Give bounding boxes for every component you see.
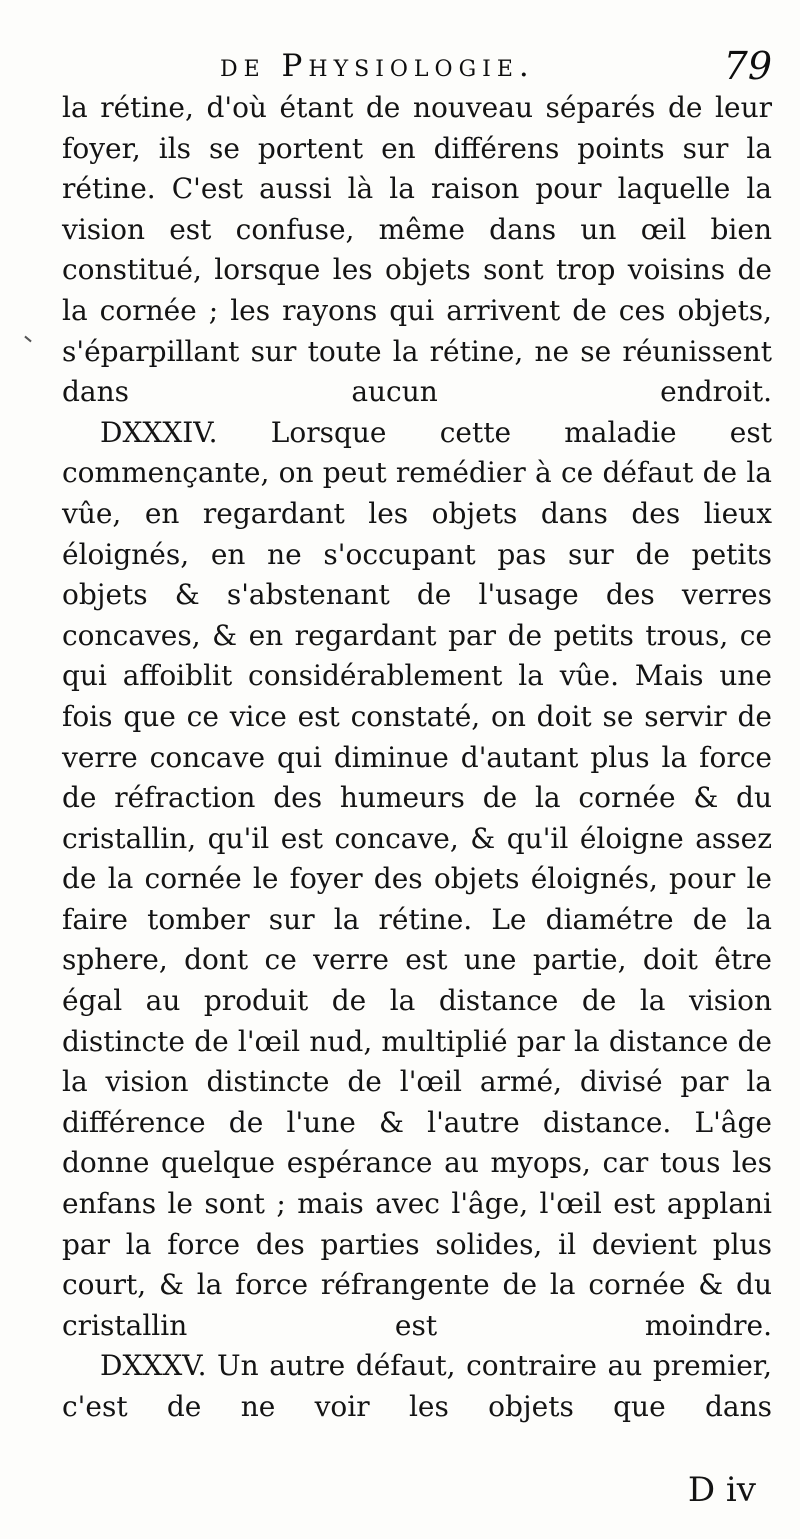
paragraph-dxxxiv: DXXXIV. Lorsque cette maladie est commençante, on peut remédier à ce défaut de la vûe, en regardant les objets dans des lieux éloignés, en ne s'occupant pas sur de petits objets & s'abstenant de l'usage des verres concaves, & en regardant par de petits trous, ce qui affoiblit considérablement la vûe. Mais une fois que ce vice est constaté, on doit se servir de verre concave qui diminue d'autant plus la force de réfraction des humeurs de la cornée & du cristallin, qu'il est concave, & qu'il éloigne assez de la cornée le foyer des objets éloignés, pour le faire tomber sur la rétine. Le diamétre de la sphere, dont ce verre est une partie, doit être égal au produit de la distance de la vision distincte de l'œil nud, multiplié par la distance de la vision distincte de l'œil armé, divisé par la différence de l'une & l'autre distance. L'âge donne quelque espérance au myops, car tous les enfans le sont ; mais avec l'âge, l'œil est applani par la force des parties solides, il devient plus court, & la force réfrangente de la cornée & du cristallin est moindre. [62, 415, 772, 1342]
signature-mark: D iv [687, 1470, 756, 1510]
paragraph-continuation: la rétine, d'où étant de nouveau séparés de leur foyer, ils se portent en différens points sur la rétine. C'est aussi là la raison pour laquelle la vision est confuse, même dans un œil bien constitué, lorsque les objets sont trop voisins de la cornée ; les rayons qui arrivent de ces objets, s'éparpillant sur toute la rétine, ne se réunissent dans aucun endroit. [62, 91, 772, 409]
paragraph-dxxxv: DXXXV. Un autre défaut, contraire au premier, c'est de ne voir les objets que dans [62, 1349, 772, 1423]
ink-mark [24, 336, 31, 343]
running-title: de Physiologie. [220, 48, 535, 84]
page-number: 79 [723, 44, 772, 88]
running-head [60, 44, 772, 92]
body-text [62, 88, 772, 1428]
